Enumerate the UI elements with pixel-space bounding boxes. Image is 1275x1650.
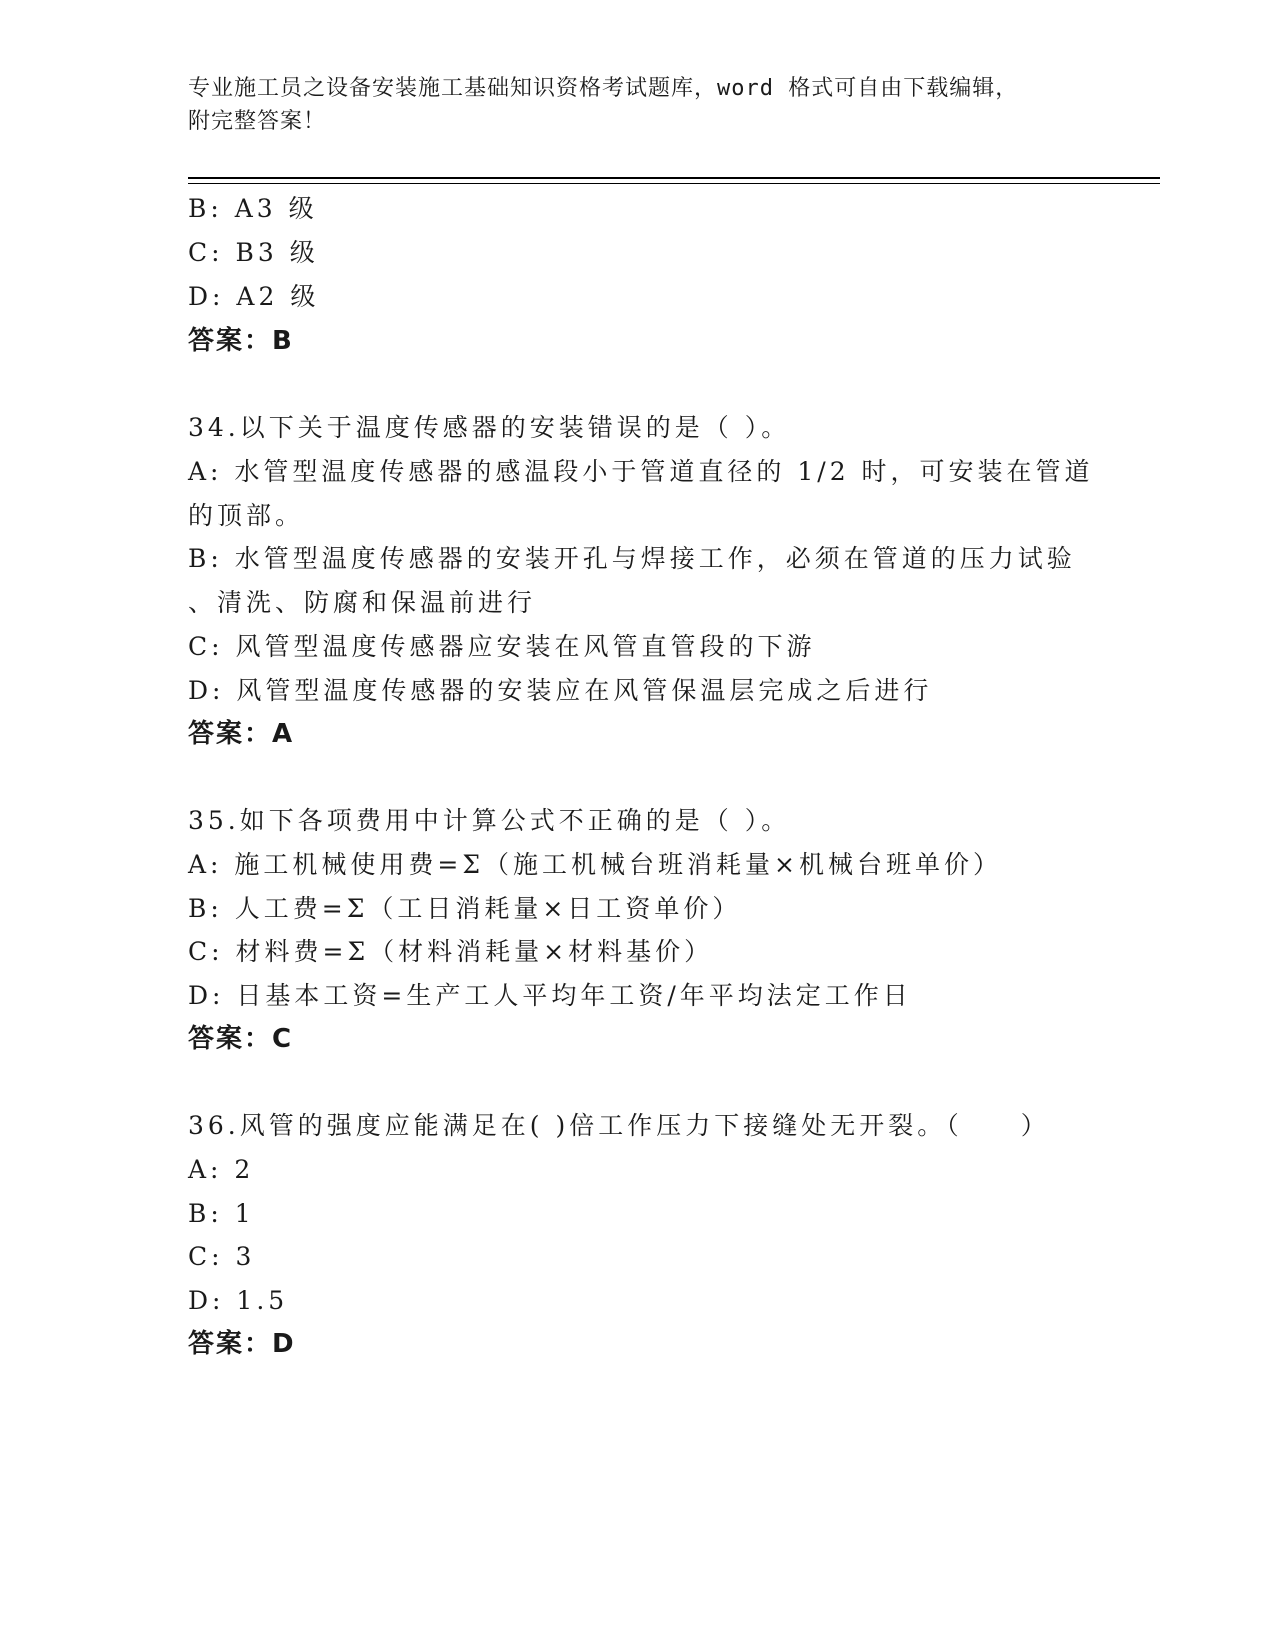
header-divider-thick bbox=[188, 177, 1160, 179]
q34-option-a-line-2: 的顶部。 bbox=[188, 501, 305, 530]
q36-option-c: C: 3 bbox=[188, 1242, 256, 1271]
q35-option-c: C: 材料费=Σ（材料消耗量×材料基价） bbox=[188, 937, 714, 966]
q34-option-b-line-1: B: 水管型温度传感器的安装开孔与焊接工作，必须在管道的压力试验 bbox=[188, 544, 1076, 573]
q36-stem: 36.风管的强度应能满足在( )倍工作压力下接缝处无开裂。（ ） bbox=[188, 1111, 1050, 1140]
q34-option-d: D: 风管型温度传感器的安装应在风管保温层完成之后进行 bbox=[188, 676, 933, 705]
q34-option-a-line-1: A: 水管型温度传感器的感温段小于管道直径的 1/2 时，可安装在管道 bbox=[188, 457, 1094, 486]
document-header bbox=[188, 72, 1088, 138]
q33-answer: 答案：B bbox=[188, 326, 294, 356]
q36-answer: 答案：D bbox=[188, 1329, 296, 1359]
q35-option-a: A: 施工机械使用费=Σ（施工机械台班消耗量×机械台班单价） bbox=[188, 850, 1002, 879]
q36-option-d: D: 1.5 bbox=[188, 1286, 289, 1315]
q33-option-d: D: A2 级 bbox=[188, 282, 320, 311]
q36-option-b: B: 1 bbox=[188, 1199, 255, 1228]
q36-option-a: A: 2 bbox=[188, 1155, 255, 1184]
q34-stem: 34.以下关于温度传感器的安装错误的是（ ）。 bbox=[188, 413, 791, 442]
q35-option-b: B: 人工费=Σ（工日消耗量×日工资单价） bbox=[188, 894, 742, 923]
q34-answer: 答案：A bbox=[188, 719, 295, 749]
q35-answer: 答案：C bbox=[188, 1024, 294, 1054]
q33-option-b: B: A3 级 bbox=[188, 194, 318, 223]
q33-option-c: C: B3 级 bbox=[188, 238, 319, 267]
q35-stem: 35.如下各项费用中计算公式不正确的是（ ）。 bbox=[188, 806, 791, 835]
q34-option-b-line-2: 、清洗、防腐和保温前进行 bbox=[188, 588, 537, 617]
q34-option-c: C: 风管型温度传感器应安装在风管直管段的下游 bbox=[188, 632, 816, 661]
q35-option-d: D: 日基本工资=生产工人平均年工资/年平均法定工作日 bbox=[188, 981, 912, 1010]
header-divider-thin bbox=[188, 183, 1160, 184]
header-title-line-1: 专业施工员之设备安装施工基础知识资格考试题库，word 格式可自由下载编辑， bbox=[188, 76, 1019, 101]
header-title-line-2: 附完整答案！ bbox=[188, 109, 327, 134]
